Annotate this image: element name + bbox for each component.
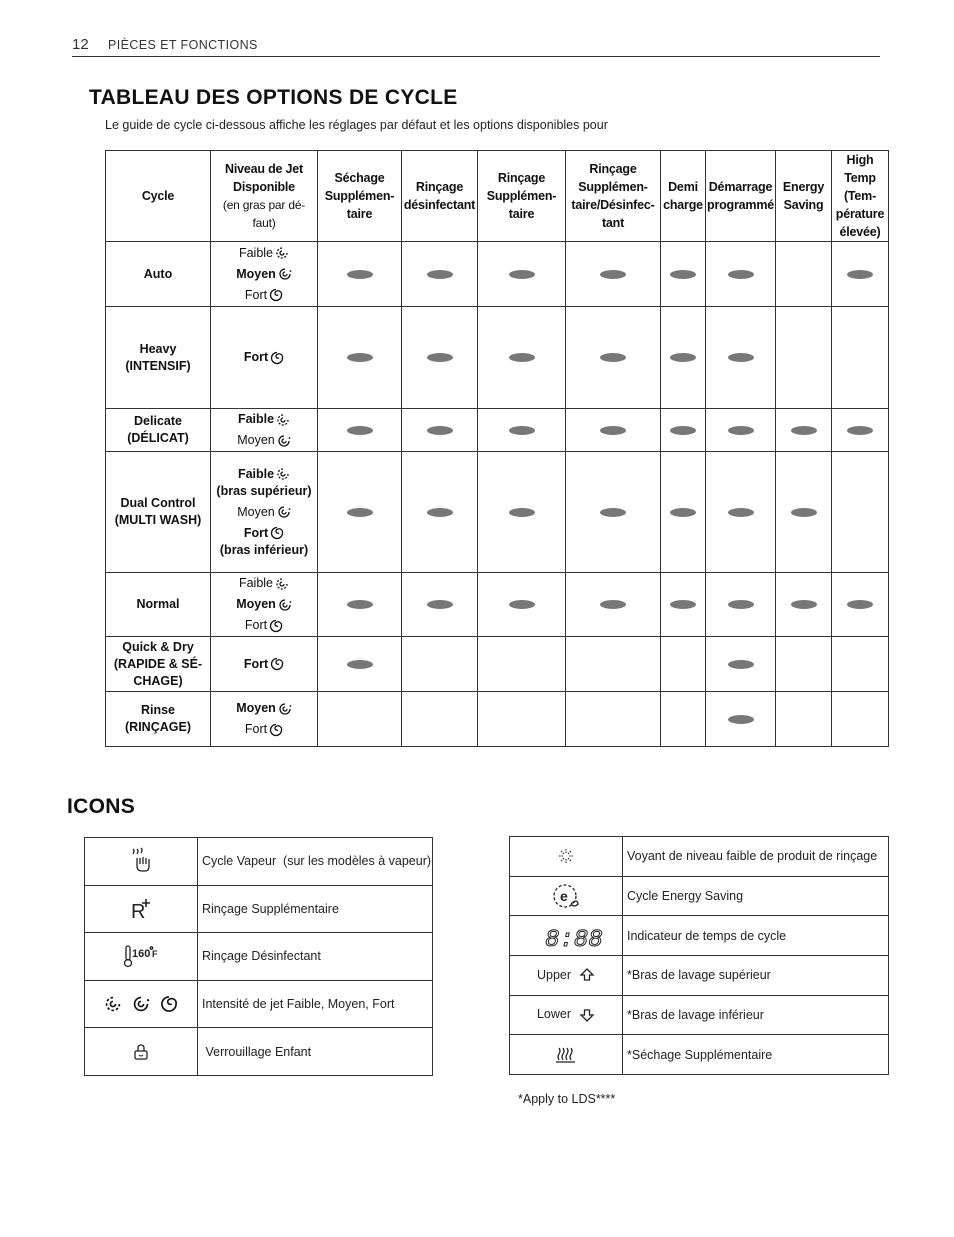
header-line: Energy [782, 180, 825, 194]
option-cell [478, 409, 566, 452]
icon-cell [510, 1035, 623, 1075]
option-cell [661, 692, 706, 747]
spray-level [211, 264, 317, 285]
icon-row [85, 980, 433, 1028]
spray-level [211, 698, 317, 719]
spray-levels [211, 452, 318, 573]
spray-level-label: Fort [244, 722, 268, 736]
cycle-name-line: Auto [143, 266, 173, 281]
spray-level-label: Faible [237, 466, 275, 481]
table-row [106, 573, 889, 637]
icon-description: Verrouillage Enfant [198, 1028, 433, 1076]
spray-level [211, 243, 317, 264]
rinse-aid-icon [556, 849, 576, 863]
low-spray-icon [275, 577, 289, 591]
low-spray-icon [276, 413, 290, 427]
option-available-mark [728, 600, 754, 609]
header-sanitize [402, 151, 478, 242]
spray-level-label: Fort [243, 656, 269, 671]
option-available-mark [670, 426, 696, 435]
steam-icon [129, 854, 153, 868]
option-available-mark [847, 600, 873, 609]
table-row [106, 409, 889, 452]
option-cell [832, 637, 889, 692]
spray-level [211, 615, 317, 636]
option-cell [478, 307, 566, 409]
option-cell [706, 409, 776, 452]
option-available-mark [347, 270, 373, 279]
header-dry [318, 151, 402, 242]
icon-description: *Bras de lavage inférieur [623, 995, 889, 1035]
high-spray-icon [269, 619, 283, 633]
option-cell [706, 452, 776, 573]
high-spray-icon [269, 723, 283, 737]
spray-level-label: Faible [237, 412, 275, 426]
option-available-mark [728, 508, 754, 517]
arm-label: Lower [536, 1007, 572, 1022]
svg-text:8:88: 8:88 [545, 926, 603, 954]
spray-level [211, 347, 317, 368]
spray-level-label: Fort [244, 618, 268, 632]
spray-level [211, 430, 317, 451]
spray-level-label: Fort [244, 287, 268, 302]
header-line: charge [663, 198, 703, 212]
lower-arrow-icon [537, 1007, 595, 1021]
option-cell [566, 409, 661, 452]
high-spray-icon [270, 351, 284, 365]
header-line: Supplémen- [324, 189, 395, 203]
option-available-mark [600, 353, 626, 362]
option-cell [318, 409, 402, 452]
spray-level [211, 573, 317, 594]
cycle-name-line: (DÉLICAT) [127, 431, 189, 445]
option-cell [706, 242, 776, 307]
spray-level-label: Faible [238, 245, 274, 260]
cycle-name-line: (INTENSIF) [125, 358, 191, 373]
option-available-mark [847, 426, 873, 435]
header-line: Démarrage [708, 180, 773, 194]
option-cell [661, 637, 706, 692]
option-available-mark [509, 426, 535, 435]
cycle-options-table [105, 150, 889, 747]
svg-text:e: e [560, 887, 568, 904]
option-cell [706, 573, 776, 637]
cycle-name [106, 637, 211, 692]
spray-level-label: Moyen [237, 504, 275, 519]
extra-dry-icon [554, 1047, 578, 1061]
med-spray-icon [278, 598, 292, 612]
option-available-mark [791, 600, 817, 609]
spray-levels [211, 573, 318, 637]
option-cell [661, 242, 706, 307]
option-cell [661, 452, 706, 573]
option-cell [402, 307, 478, 409]
spray-level-label: Fort [243, 350, 269, 364]
icon-description: *Bras de lavage supérieur [623, 955, 889, 995]
header-level [211, 151, 318, 242]
option-available-mark [347, 508, 373, 517]
option-cell [478, 452, 566, 573]
icon-description: Rinçage Supplémentaire [198, 885, 433, 933]
header-extra-sanitize [566, 151, 661, 242]
option-available-mark [600, 426, 626, 435]
option-cell [832, 573, 889, 637]
icon-description: Cycle Vapeur (sur les modèles à vapeur) [198, 838, 433, 886]
spray-level [211, 654, 317, 675]
spray-level [211, 409, 317, 430]
spray-levels [211, 242, 318, 307]
option-cell [776, 692, 832, 747]
option-cell [706, 637, 776, 692]
header-line: Rinçage [589, 162, 637, 176]
option-available-mark [670, 353, 696, 362]
option-cell [478, 692, 566, 747]
icon-cell [510, 837, 623, 877]
header-line: Saving [783, 198, 824, 212]
option-available-mark [427, 426, 453, 435]
header-line: taire [346, 207, 373, 221]
option-cell [566, 573, 661, 637]
option-cell [566, 452, 661, 573]
spray-level-label: Moyen [236, 701, 276, 715]
cycle-name-line: Rinse [140, 703, 176, 717]
cycle-name-line: (RINÇAGE) [125, 720, 191, 734]
svg-text:R: R [131, 900, 146, 923]
intro-text: Le guide de cycle ci-dessous affiche les réglages par défaut et les options disponibles pour [105, 118, 608, 132]
icons-title: ICONS [67, 795, 136, 818]
option-available-mark [847, 270, 873, 279]
page-number: 12 [72, 36, 89, 53]
header-line: tant [601, 216, 625, 230]
high-spray-icon [269, 288, 283, 302]
section-title: PIÈCES ET FONCTIONS [108, 38, 258, 52]
energy-saving-icon [551, 888, 581, 902]
spray-levels [211, 409, 318, 452]
spray-level [211, 502, 317, 523]
table-row [106, 452, 889, 573]
option-available-mark [600, 508, 626, 517]
cycle-name [106, 242, 211, 307]
cycle-name [106, 452, 211, 573]
icon-row [510, 995, 889, 1035]
option-cell [402, 409, 478, 452]
med-spray-icon [278, 267, 292, 281]
option-cell [478, 573, 566, 637]
option-cell [318, 573, 402, 637]
cycle-name-line: Normal [136, 597, 180, 611]
option-available-mark [509, 353, 535, 362]
option-cell [776, 242, 832, 307]
option-available-mark [728, 353, 754, 362]
header-line: Supplémen- [486, 189, 557, 203]
option-cell [318, 242, 402, 307]
cycle-name-line: CHAGE) [133, 673, 183, 688]
option-available-mark [347, 660, 373, 669]
spray-levels [211, 692, 318, 747]
option-cell [402, 452, 478, 573]
high-spray-icon [160, 995, 178, 1013]
option-cell [832, 409, 889, 452]
svg-text:F: F [152, 949, 158, 960]
icon-cell [510, 955, 623, 995]
header-extra-rinse [478, 151, 566, 242]
cycle-name-line: Quick & Dry [122, 639, 194, 654]
header-high-temp [832, 151, 889, 242]
option-cell [402, 573, 478, 637]
icon-cell [85, 1028, 198, 1076]
icon-row [510, 916, 889, 956]
option-cell [832, 692, 889, 747]
low-spray-icon [276, 467, 290, 481]
option-available-mark [347, 353, 373, 362]
header-line: Demi [668, 180, 698, 194]
cycle-name [106, 409, 211, 452]
option-available-mark [427, 270, 453, 279]
option-available-mark [427, 600, 453, 609]
header-half-load [661, 151, 706, 242]
option-cell [776, 409, 832, 452]
spray-level-note: (bras inférieur) [219, 542, 309, 557]
header-line: programmé [707, 198, 774, 212]
header-delay [706, 151, 776, 242]
med-spray-icon [278, 702, 292, 716]
option-cell [832, 452, 889, 573]
header-line: (en gras par dé- [222, 198, 306, 212]
spray-levels [211, 307, 318, 409]
spray-levels [211, 637, 318, 692]
option-available-mark [347, 426, 373, 435]
option-cell [566, 307, 661, 409]
cycle-name [106, 692, 211, 747]
page-title: TABLEAU DES OPTIONS DE CYCLE [89, 86, 458, 109]
option-available-mark [728, 715, 754, 724]
option-cell [661, 307, 706, 409]
header-line: High [846, 153, 874, 167]
cycle-name [106, 307, 211, 409]
footnote: *Apply to LDS**** [518, 1092, 616, 1106]
spray-level [211, 285, 317, 306]
option-available-mark [670, 508, 696, 517]
icon-row [85, 1028, 433, 1076]
option-cell [566, 692, 661, 747]
spray-level-label: Moyen [237, 433, 275, 447]
header-line: Rinçage [497, 171, 546, 185]
option-available-mark [347, 600, 373, 609]
option-cell [776, 637, 832, 692]
option-available-mark [728, 426, 754, 435]
table-header-row [106, 151, 889, 242]
option-available-mark [728, 270, 754, 279]
icon-row [85, 933, 433, 981]
table-row [106, 307, 889, 409]
option-available-mark [600, 270, 626, 279]
cycle-name-line: Dual Control [120, 496, 196, 510]
cycle-name-line: (RAPIDE & SÉ- [113, 656, 203, 671]
icon-description: Rinçage Désinfectant [198, 933, 433, 981]
icon-description: *Séchage Supplémentaire [623, 1035, 889, 1075]
option-cell [661, 409, 706, 452]
header-energy [776, 151, 832, 242]
header-line: taire/Désinfec- [571, 198, 655, 212]
cycle-name-line: (MULTI WASH) [114, 513, 202, 527]
option-cell [832, 307, 889, 409]
spray-level-label: Moyen [236, 266, 276, 281]
option-cell [706, 307, 776, 409]
option-available-mark [670, 600, 696, 609]
option-cell [402, 242, 478, 307]
table-row [106, 692, 889, 747]
option-cell [318, 637, 402, 692]
icon-description: Indicateur de temps de cycle [623, 916, 889, 956]
spray-intensity-icons [99, 996, 183, 1010]
option-cell [566, 637, 661, 692]
icon-description: Intensité de jet Faible, Moyen, Fort [198, 980, 433, 1028]
option-available-mark [509, 270, 535, 279]
header-line: (Tem- [843, 189, 877, 203]
icon-row [85, 838, 433, 886]
option-available-mark [509, 600, 535, 609]
svg-text:160: 160 [132, 948, 151, 961]
header-line: Temp [844, 171, 876, 185]
header-line: pérature [835, 207, 885, 221]
spray-level [211, 523, 317, 561]
header-cycle [106, 151, 211, 242]
header-line: Supplémen- [578, 180, 648, 194]
option-cell [832, 242, 889, 307]
icon-row [510, 1035, 889, 1075]
cycle-name-line: Delicate [134, 414, 182, 428]
option-cell [661, 573, 706, 637]
option-available-mark [791, 426, 817, 435]
option-cell [478, 637, 566, 692]
header-line: Niveau de Jet [225, 162, 303, 176]
upper-arrow-icon [537, 968, 595, 982]
option-cell [402, 637, 478, 692]
high-spray-icon [270, 526, 284, 540]
header-line: élevée) [839, 225, 881, 239]
option-available-mark [509, 508, 535, 517]
option-cell [776, 452, 832, 573]
spray-level-note: (bras supérieur) [216, 483, 312, 498]
cycle-name-line: Heavy [139, 341, 177, 356]
spray-level-label: Moyen [236, 597, 276, 611]
icon-cell [510, 876, 623, 916]
icons-table-left [84, 837, 433, 1076]
option-cell [402, 692, 478, 747]
table-row [106, 637, 889, 692]
icon-cell [510, 916, 623, 956]
icon-cell [85, 838, 198, 886]
header-line: taire [508, 207, 535, 221]
child-lock-icon [132, 1044, 150, 1058]
sanitize-160f-icon [123, 949, 159, 963]
option-available-mark [427, 508, 453, 517]
low-spray-icon [275, 246, 289, 260]
med-spray-icon [277, 505, 291, 519]
option-available-mark [600, 600, 626, 609]
spray-level-label: Faible [238, 576, 274, 590]
icon-description: Cycle Energy Saving [623, 876, 889, 916]
arm-label: Upper [536, 967, 572, 982]
icon-cell [85, 933, 198, 981]
option-cell [776, 307, 832, 409]
option-available-mark [670, 270, 696, 279]
spray-level [211, 719, 317, 740]
icon-row [510, 955, 889, 995]
option-available-mark [427, 353, 453, 362]
header-line: faut) [252, 216, 276, 230]
option-cell [318, 452, 402, 573]
option-cell [318, 692, 402, 747]
high-spray-icon [270, 657, 284, 671]
header-line: Rinçage [415, 180, 464, 194]
header-line: désinfectant [403, 198, 476, 212]
header-line: Disponible [233, 180, 295, 194]
cycle-name [106, 573, 211, 637]
time-display-icon [543, 926, 603, 954]
option-cell [478, 242, 566, 307]
low-spray-icon [104, 995, 122, 1013]
option-cell [566, 242, 661, 307]
option-available-mark [791, 508, 817, 517]
icon-description: Voyant de niveau faible de produit de rinçage [623, 837, 889, 877]
header-line: Séchage [334, 171, 385, 185]
spray-level [211, 594, 317, 615]
icons-table-right [509, 836, 889, 1075]
option-cell [706, 692, 776, 747]
option-cell [318, 307, 402, 409]
icon-row [510, 876, 889, 916]
icon-cell [85, 885, 198, 933]
option-available-mark [728, 660, 754, 669]
icon-cell [85, 980, 198, 1028]
spray-level [211, 464, 317, 502]
option-cell [776, 573, 832, 637]
med-spray-icon [132, 995, 150, 1013]
table-row [106, 242, 889, 307]
icon-cell [510, 995, 623, 1035]
spray-level-label: Fort [243, 525, 269, 540]
icon-row [510, 837, 889, 877]
extra-rinse-icon [129, 900, 153, 923]
med-spray-icon [277, 434, 291, 448]
header-line: Cycle [141, 189, 175, 203]
page-header [72, 36, 880, 57]
icon-row [85, 885, 433, 933]
